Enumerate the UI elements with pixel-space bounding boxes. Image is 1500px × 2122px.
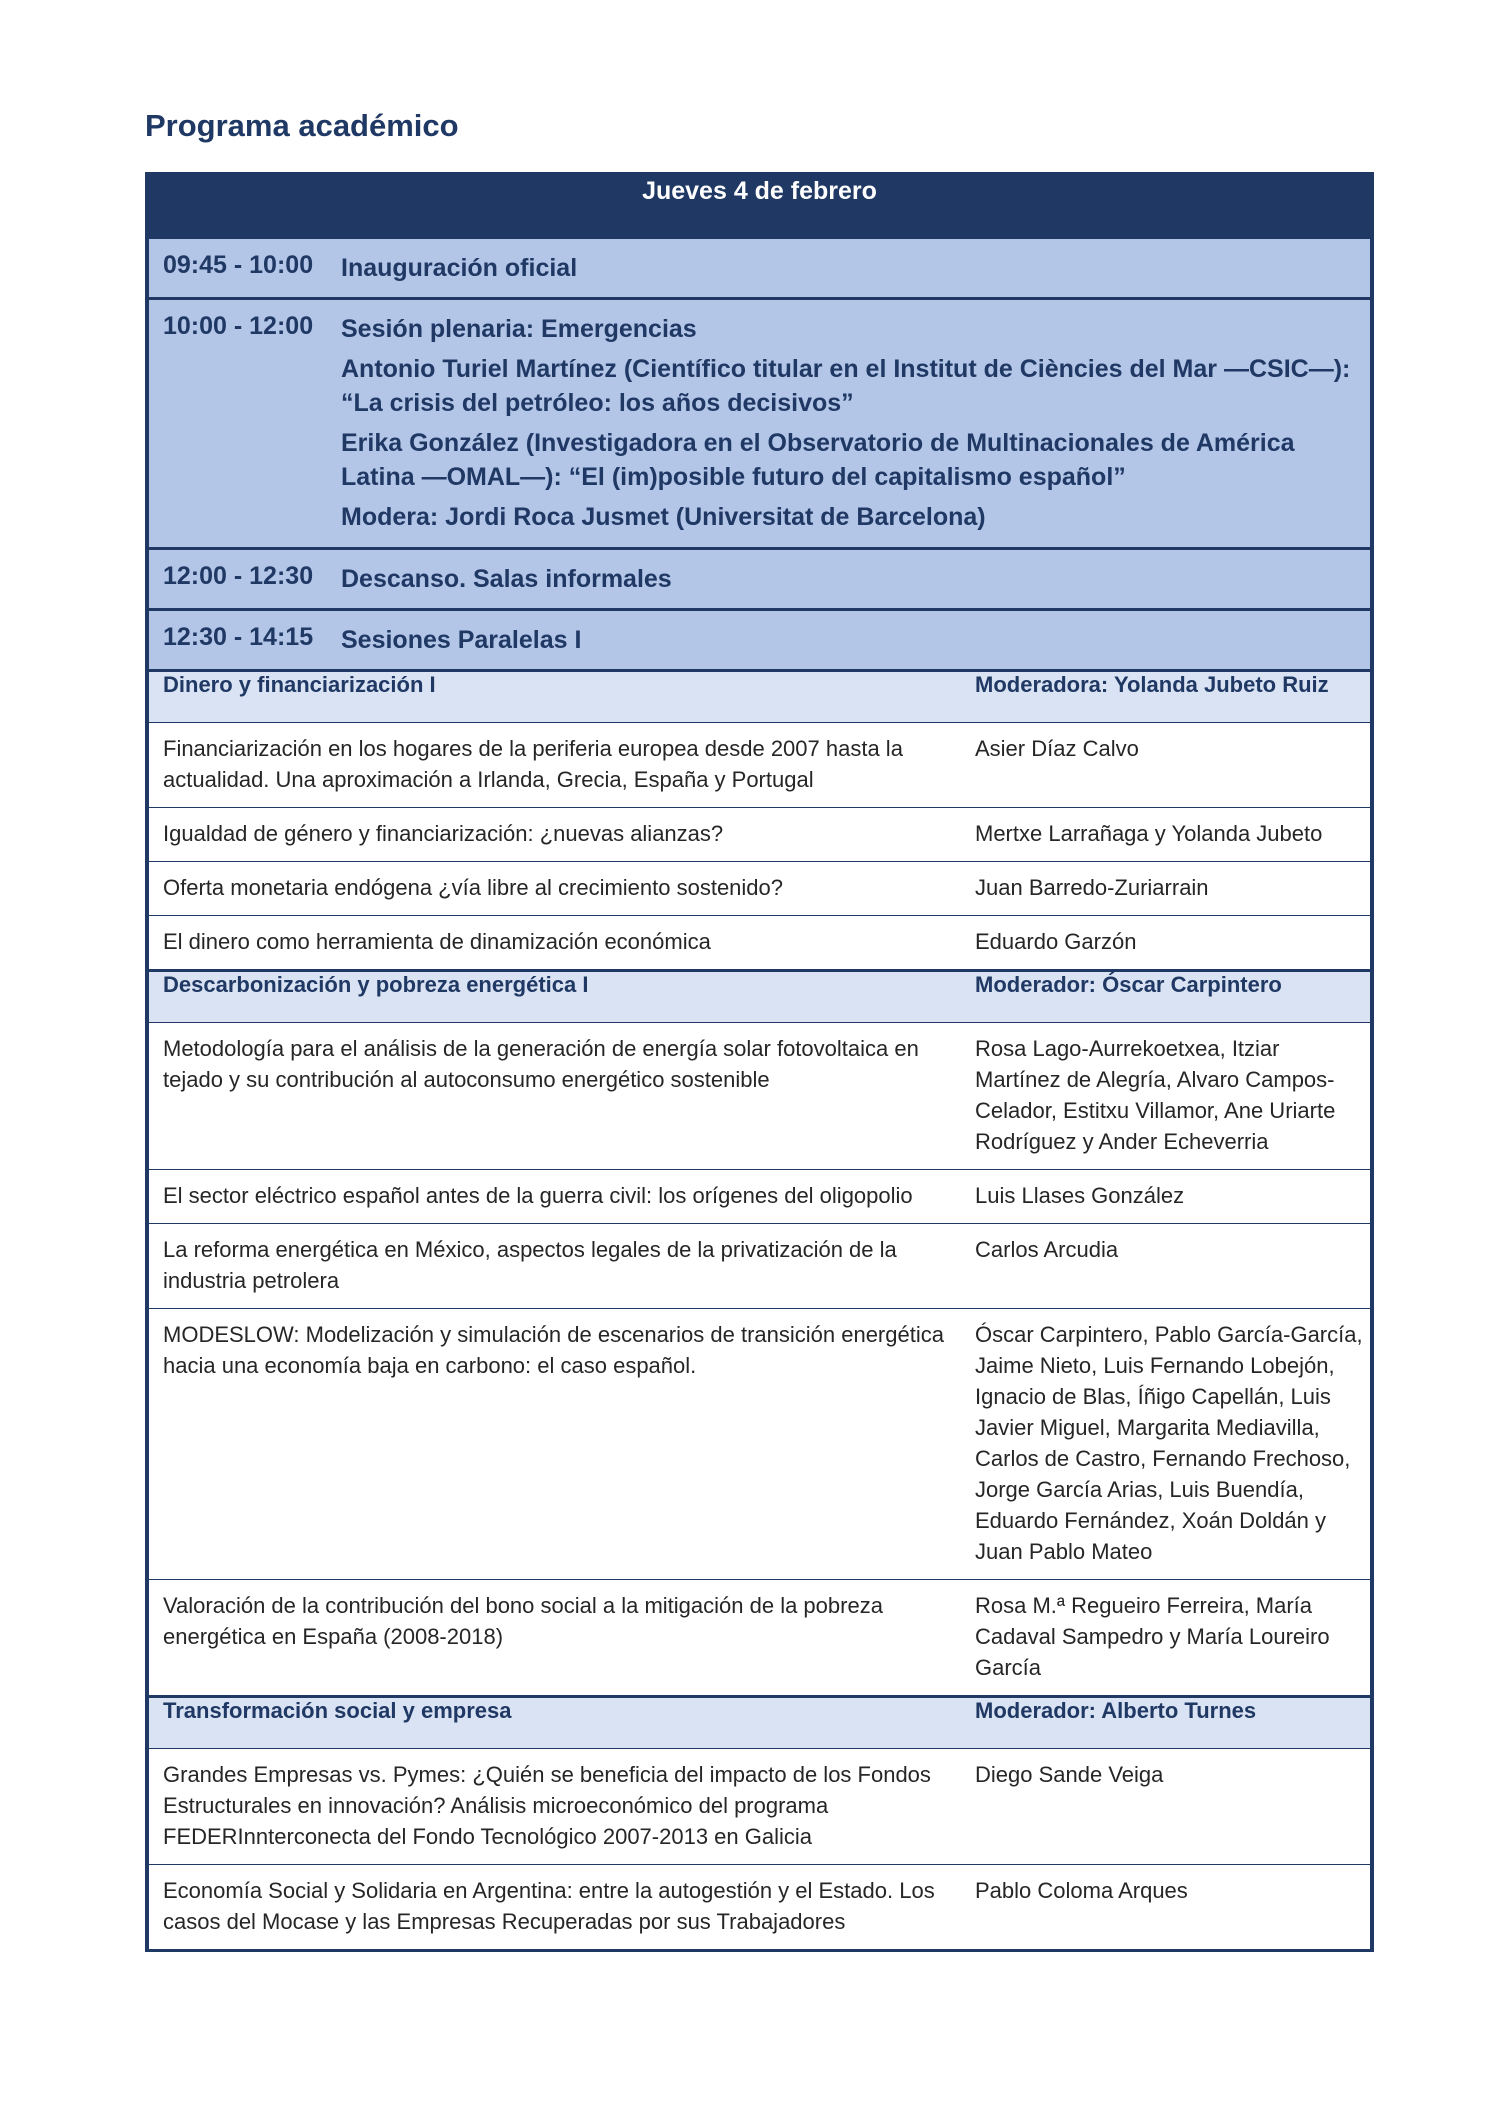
talk-title: Metodología para el análisis de la generación de energía solar fotovoltaica en tejado y su contribución al autoconsumo energético sostenible: [147, 1023, 975, 1170]
day-header-row: [147, 174, 1372, 238]
talk-row: [147, 1023, 1372, 1170]
session-moderator: Moderadora: Yolanda Jubeto Ruiz: [975, 671, 1372, 723]
session-name: Dinero y financiarización I: [147, 671, 975, 723]
talk-authors: Pablo Coloma Arques: [975, 1865, 1372, 1951]
talk-title: El sector eléctrico español antes de la guerra civil: los orígenes del oligopolio: [147, 1170, 975, 1224]
session-moderator: Moderador: Alberto Turnes: [975, 1697, 1372, 1749]
talk-row: [147, 1865, 1372, 1951]
talk-authors: Rosa Lago-Aurrekoetxea, Itziar Martínez de Alegría, Alvaro Campos-Celador, Estitxu Villamor, Ane Uriarte Rodríguez y Ander Echeverria: [975, 1023, 1372, 1170]
plenary-moderator: Modera: Jordi Roca Jusmet (Universitat de Barcelona): [341, 503, 986, 531]
plenary-title: Sesión plenaria: Emergencias: [341, 315, 697, 343]
talk-row: [147, 862, 1372, 916]
slot-time: 12:00 - 12:30: [147, 549, 341, 610]
talk-row: [147, 1224, 1372, 1309]
slot-time: 12:30 - 14:15: [147, 610, 341, 671]
slot-time: 10:00 - 12:00: [147, 299, 341, 549]
talk-title: Grandes Empresas vs. Pymes: ¿Quién se beneficia del impacto de los Fondos Estructurales en innovación? Análisis microeconómico del programa FEDERInnterconecta del Fondo Tecnológico 2007-2013 en Galicia: [147, 1749, 975, 1865]
slot-row: [147, 238, 1372, 299]
session-name: Descarbonización y pobreza energética I: [147, 971, 975, 1023]
day-label: Jueves 4 de febrero: [147, 174, 1372, 238]
session-name: Transformación social y empresa: [147, 1697, 975, 1749]
session-header: [147, 1697, 1372, 1749]
talk-title: La reforma energética en México, aspectos legales de la privatización de la industria petrolera: [147, 1224, 975, 1309]
slot-row: [147, 549, 1372, 610]
plenary-speaker-2: Erika González (Investigadora en el Observatorio de Multinacionales de América Latina —OMAL—): “El (im)posible futuro del capitalismo español”: [341, 429, 1295, 491]
session-header: [147, 671, 1372, 723]
talk-row: [147, 1309, 1372, 1580]
talk-authors: Luis Llases González: [975, 1170, 1372, 1224]
talk-row: [147, 1749, 1372, 1865]
talk-row: [147, 723, 1372, 808]
slot-title: Inauguración oficial: [341, 254, 578, 282]
talk-row: [147, 916, 1372, 971]
talk-authors: Rosa M.ª Regueiro Ferreira, María Cadaval Sampedro y María Loureiro García: [975, 1580, 1372, 1697]
talk-row: [147, 1580, 1372, 1697]
talk-authors: Asier Díaz Calvo: [975, 723, 1372, 808]
slot-title: Sesiones Paralelas I: [341, 626, 582, 654]
talk-authors: Juan Barredo-Zuriarrain: [975, 862, 1372, 916]
slot-time: 09:45 - 10:00: [147, 238, 341, 299]
talk-title: Financiarización en los hogares de la periferia europea desde 2007 hasta la actualidad. Una aproximación a Irlanda, Grecia, España y Portugal: [147, 723, 975, 808]
slot-row-plenary: [147, 299, 1372, 549]
talk-title: Oferta monetaria endógena ¿vía libre al crecimiento sostenido?: [147, 862, 975, 916]
session-header: [147, 971, 1372, 1023]
talk-authors: Óscar Carpintero, Pablo García-García, Jaime Nieto, Luis Fernando Lobejón, Ignacio de Blas, Íñigo Capellán, Luis Javier Miguel, Margarita Mediavilla, Carlos de Castro, Fernando Frechoso, Jorge García Arias, Luis Buendía, Eduardo Fernández, Xoán Doldán y Juan Pablo Mateo: [975, 1309, 1372, 1580]
page-title: Programa académico: [145, 108, 459, 143]
talk-authors: Carlos Arcudia: [975, 1224, 1372, 1309]
talk-row: [147, 808, 1372, 862]
talk-authors: Eduardo Garzón: [975, 916, 1372, 971]
talk-title: El dinero como herramienta de dinamización económica: [147, 916, 975, 971]
plenary-speaker-1: Antonio Turiel Martínez (Científico titular en el Institut de Ciències del Mar —CSIC—): “La crisis del petróleo: los años decisivos”: [341, 355, 1351, 417]
program-table: [145, 172, 1374, 1952]
talk-authors: Diego Sande Veiga: [975, 1749, 1372, 1865]
slot-title: Descanso. Salas informales: [341, 565, 672, 593]
talk-title: MODESLOW: Modelización y simulación de escenarios de transición energética hacia una economía baja en carbono: el caso español.: [147, 1309, 975, 1580]
talk-authors: Mertxe Larrañaga y Yolanda Jubeto: [975, 808, 1372, 862]
talk-row: [147, 1170, 1372, 1224]
talk-title: Igualdad de género y financiarización: ¿nuevas alianzas?: [147, 808, 975, 862]
session-moderator: Moderador: Óscar Carpintero: [975, 971, 1372, 1023]
talk-title: Valoración de la contribución del bono social a la mitigación de la pobreza energética en España (2008-2018): [147, 1580, 975, 1697]
talk-title: Economía Social y Solidaria en Argentina: entre la autogestión y el Estado. Los casos del Mocase y las Empresas Recuperadas por sus Trabajadores: [147, 1865, 975, 1951]
slot-row: [147, 610, 1372, 671]
